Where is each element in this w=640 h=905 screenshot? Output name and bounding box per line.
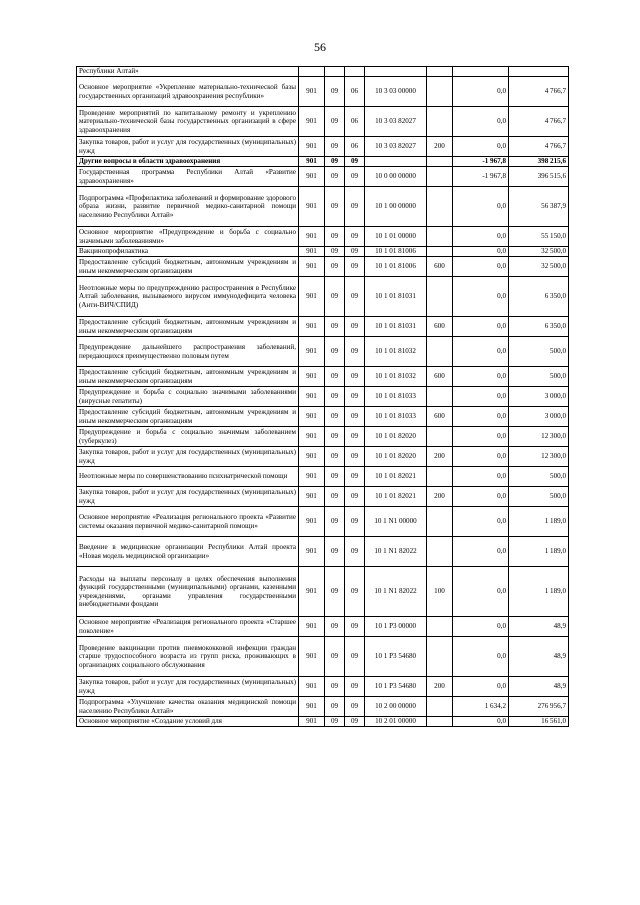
row-name-cell: Основное мероприятие «Предупреждение и борьба с социально значимыми заболеваниями» bbox=[77, 227, 299, 247]
target-article-cell: 10 1 01 81031 bbox=[365, 317, 427, 337]
total-amount-cell: 500,0 bbox=[509, 337, 569, 367]
subsection-code-cell: 09 bbox=[345, 567, 365, 617]
ministry-code-cell: 901 bbox=[299, 637, 325, 677]
change-amount-cell: 0,0 bbox=[453, 277, 509, 317]
total-amount-cell: 16 561,0 bbox=[509, 717, 569, 727]
change-amount-cell: 0,0 bbox=[453, 637, 509, 677]
expense-type-cell: 200 bbox=[427, 447, 453, 467]
target-article-cell: 10 3 03 82027 bbox=[365, 137, 427, 157]
target-article-cell: 10 1 01 82020 bbox=[365, 427, 427, 447]
expense-type-cell bbox=[427, 107, 453, 137]
change-amount-cell: 0,0 bbox=[453, 337, 509, 367]
total-amount-cell: 12 300,0 bbox=[509, 447, 569, 467]
ministry-code-cell: 901 bbox=[299, 487, 325, 507]
target-article-cell: 10 1 01 81032 bbox=[365, 337, 427, 367]
target-article-cell: 10 1 N1 00000 bbox=[365, 507, 427, 537]
target-article-cell bbox=[365, 157, 427, 167]
subsection-code-cell: 09 bbox=[345, 257, 365, 277]
subsection-code-cell: 09 bbox=[345, 487, 365, 507]
table-row bbox=[77, 337, 569, 367]
section-code-cell: 09 bbox=[325, 487, 345, 507]
row-name-cell: Неотложные меры по предупреждению распространения в Республике Алтай заболевания, вызываемого вирусом иммунодефицита человека (Анти-ВИЧ/СПИД) bbox=[77, 277, 299, 317]
expense-type-cell bbox=[427, 187, 453, 227]
subsection-code-cell: 09 bbox=[345, 277, 365, 317]
change-amount-cell: 0,0 bbox=[453, 407, 509, 427]
table-row bbox=[77, 77, 569, 107]
total-amount-cell bbox=[509, 67, 569, 77]
ministry-code-cell: 901 bbox=[299, 157, 325, 167]
expense-type-cell: 200 bbox=[427, 487, 453, 507]
row-name-cell: Основное мероприятие «Укрепление материально-технической базы государственных организаций здравоохранения республики» bbox=[77, 77, 299, 107]
table-row bbox=[77, 507, 569, 537]
change-amount-cell: 0,0 bbox=[453, 367, 509, 387]
expense-type-cell bbox=[427, 77, 453, 107]
table-row bbox=[77, 637, 569, 677]
table-row bbox=[77, 317, 569, 337]
section-code-cell: 09 bbox=[325, 677, 345, 697]
row-name-cell: Предупреждение и борьба с социально значимым заболеванием (туберкулез) bbox=[77, 427, 299, 447]
target-article-cell: 10 2 00 00000 bbox=[365, 697, 427, 717]
total-amount-cell: 48,9 bbox=[509, 677, 569, 697]
expense-type-cell: 600 bbox=[427, 407, 453, 427]
target-article-cell: 10 1 01 81006 bbox=[365, 247, 427, 257]
change-amount-cell: 0,0 bbox=[453, 317, 509, 337]
table-row bbox=[77, 677, 569, 697]
total-amount-cell: 6 350,0 bbox=[509, 317, 569, 337]
table-row bbox=[77, 157, 569, 167]
table-row bbox=[77, 537, 569, 567]
expense-type-cell: 200 bbox=[427, 137, 453, 157]
subsection-code-cell: 09 bbox=[345, 317, 365, 337]
expense-type-cell bbox=[427, 227, 453, 247]
target-article-cell: 10 1 01 81031 bbox=[365, 277, 427, 317]
row-name-cell: Республики Алтай» bbox=[77, 67, 299, 77]
table-row bbox=[77, 277, 569, 317]
row-name-cell: Проведение мероприятий по капитальному ремонту и укреплению материально-технической базы государственных организаций в сфере здравоохранения bbox=[77, 107, 299, 137]
section-code-cell: 09 bbox=[325, 467, 345, 487]
change-amount-cell: 0,0 bbox=[453, 617, 509, 637]
ministry-code-cell: 901 bbox=[299, 537, 325, 567]
section-code-cell: 09 bbox=[325, 277, 345, 317]
row-name-cell: Предоставление субсидий бюджетным, автономным учреждениям и иным некоммерческим организациям bbox=[77, 367, 299, 387]
change-amount-cell: 0,0 bbox=[453, 387, 509, 407]
target-article-cell: 10 1 P3 54680 bbox=[365, 677, 427, 697]
total-amount-cell: 396 515,6 bbox=[509, 167, 569, 187]
target-article-cell: 10 1 01 81033 bbox=[365, 387, 427, 407]
subsection-code-cell: 09 bbox=[345, 367, 365, 387]
table-row bbox=[77, 387, 569, 407]
table-row bbox=[77, 247, 569, 257]
expense-type-cell bbox=[427, 507, 453, 537]
table-row bbox=[77, 167, 569, 187]
table-row bbox=[77, 227, 569, 247]
total-amount-cell: 6 350,0 bbox=[509, 277, 569, 317]
ministry-code-cell: 901 bbox=[299, 137, 325, 157]
expense-type-cell bbox=[427, 247, 453, 257]
subsection-code-cell: 09 bbox=[345, 337, 365, 367]
section-code-cell: 09 bbox=[325, 257, 345, 277]
expense-type-cell bbox=[427, 67, 453, 77]
expense-type-cell: 200 bbox=[427, 677, 453, 697]
change-amount-cell: 0,0 bbox=[453, 717, 509, 727]
total-amount-cell: 48,9 bbox=[509, 637, 569, 677]
total-amount-cell: 500,0 bbox=[509, 467, 569, 487]
total-amount-cell: 55 150,0 bbox=[509, 227, 569, 247]
table-row bbox=[77, 467, 569, 487]
subsection-code-cell: 09 bbox=[345, 697, 365, 717]
row-name-cell: Предоставление субсидий бюджетным, автономным учреждениям и иным некоммерческим организациям bbox=[77, 317, 299, 337]
ministry-code-cell: 901 bbox=[299, 107, 325, 137]
change-amount-cell: 1 634,2 bbox=[453, 697, 509, 717]
expense-type-cell bbox=[427, 337, 453, 367]
ministry-code-cell: 901 bbox=[299, 367, 325, 387]
section-code-cell: 09 bbox=[325, 537, 345, 567]
page-number: 56 bbox=[314, 40, 326, 54]
subsection-code-cell: 09 bbox=[345, 677, 365, 697]
expense-type-cell: 600 bbox=[427, 367, 453, 387]
section-code-cell: 09 bbox=[325, 697, 345, 717]
target-article-cell: 10 1 00 00000 bbox=[365, 187, 427, 227]
total-amount-cell: 12 300,0 bbox=[509, 427, 569, 447]
total-amount-cell: 3 000,0 bbox=[509, 387, 569, 407]
subsection-code-cell bbox=[345, 67, 365, 77]
row-name-cell: Введение в медицинские организации Республики Алтай проекта «Новая модель медицинской организации» bbox=[77, 537, 299, 567]
ministry-code-cell: 901 bbox=[299, 717, 325, 727]
expense-type-cell bbox=[427, 537, 453, 567]
row-name-cell: Подпрограмма «Профилактика заболеваний и формирование здорового образа жизни, развитие первичной медико-санитарной помощи населению Республики Алтай» bbox=[77, 187, 299, 227]
section-code-cell: 09 bbox=[325, 167, 345, 187]
table-row bbox=[77, 447, 569, 467]
row-name-cell: Подпрограмма «Улучшение качества оказания медицинской помощи населению Республики Алтай» bbox=[77, 697, 299, 717]
change-amount-cell: 0,0 bbox=[453, 467, 509, 487]
ministry-code-cell: 901 bbox=[299, 317, 325, 337]
ministry-code-cell: 901 bbox=[299, 167, 325, 187]
ministry-code-cell: 901 bbox=[299, 187, 325, 227]
change-amount-cell: 0,0 bbox=[453, 537, 509, 567]
expense-type-cell: 100 bbox=[427, 567, 453, 617]
expense-type-cell bbox=[427, 387, 453, 407]
total-amount-cell: 1 189,0 bbox=[509, 507, 569, 537]
table-row bbox=[77, 427, 569, 447]
subsection-code-cell: 09 bbox=[345, 187, 365, 227]
target-article-cell: 10 2 01 00000 bbox=[365, 717, 427, 727]
change-amount-cell: 0,0 bbox=[453, 107, 509, 137]
change-amount-cell: 0,0 bbox=[453, 187, 509, 227]
row-name-cell: Проведение вакцинации против пневмококковой инфекции граждан старше трудоспособного возраста из групп риска, проживающих в организациях социального обслуживания bbox=[77, 637, 299, 677]
expense-type-cell bbox=[427, 467, 453, 487]
ministry-code-cell: 901 bbox=[299, 697, 325, 717]
target-article-cell: 10 3 03 82027 bbox=[365, 107, 427, 137]
row-name-cell: Закупка товаров, работ и услуг для государственных (муниципальных) нужд bbox=[77, 487, 299, 507]
change-amount-cell: 0,0 bbox=[453, 77, 509, 107]
target-article-cell: 10 1 01 81033 bbox=[365, 407, 427, 427]
total-amount-cell: 398 215,6 bbox=[509, 157, 569, 167]
row-name-cell: Предоставление субсидий бюджетным, автономным учреждениям и иным некоммерческим организациям bbox=[77, 407, 299, 427]
table-row bbox=[77, 697, 569, 717]
ministry-code-cell: 901 bbox=[299, 277, 325, 317]
expense-type-cell: 600 bbox=[427, 317, 453, 337]
total-amount-cell: 1 189,0 bbox=[509, 537, 569, 567]
subsection-code-cell: 09 bbox=[345, 427, 365, 447]
expense-type-cell: 600 bbox=[427, 257, 453, 277]
target-article-cell: 10 1 01 00000 bbox=[365, 227, 427, 247]
expense-type-cell bbox=[427, 717, 453, 727]
subsection-code-cell: 06 bbox=[345, 107, 365, 137]
section-code-cell: 09 bbox=[325, 247, 345, 257]
section-code-cell: 09 bbox=[325, 637, 345, 677]
subsection-code-cell: 09 bbox=[345, 157, 365, 167]
row-name-cell: Предоставление субсидий бюджетным, автономным учреждениям и иным некоммерческим организациям bbox=[77, 257, 299, 277]
table-row bbox=[77, 107, 569, 137]
row-name-cell: Предупреждение и борьба с социально значимыми заболеваниями (вирусные гепатиты) bbox=[77, 387, 299, 407]
total-amount-cell: 48,9 bbox=[509, 617, 569, 637]
target-article-cell: 10 1 01 82021 bbox=[365, 467, 427, 487]
table-row bbox=[77, 717, 569, 727]
change-amount-cell: -1 967,8 bbox=[453, 167, 509, 187]
section-code-cell: 09 bbox=[325, 187, 345, 227]
row-name-cell: Предупреждение дальнейшего распространения заболеваний, передающихся преимущественно половым путем bbox=[77, 337, 299, 367]
subsection-code-cell: 09 bbox=[345, 407, 365, 427]
ministry-code-cell: 901 bbox=[299, 447, 325, 467]
ministry-code-cell: 901 bbox=[299, 567, 325, 617]
target-article-cell: 10 1 P3 00000 bbox=[365, 617, 427, 637]
row-name-cell: Основное мероприятие «Реализация регионального проекта «Старшее поколение» bbox=[77, 617, 299, 637]
subsection-code-cell: 09 bbox=[345, 467, 365, 487]
row-name-cell: Закупка товаров, работ и услуг для государственных (муниципальных) нужд bbox=[77, 677, 299, 697]
total-amount-cell: 32 500,0 bbox=[509, 247, 569, 257]
target-article-cell: 10 1 P3 54680 bbox=[365, 637, 427, 677]
expense-type-cell bbox=[427, 637, 453, 677]
subsection-code-cell: 09 bbox=[345, 717, 365, 727]
total-amount-cell: 56 387,9 bbox=[509, 187, 569, 227]
total-amount-cell: 32 500,0 bbox=[509, 257, 569, 277]
table-row bbox=[77, 67, 569, 77]
section-code-cell: 09 bbox=[325, 617, 345, 637]
subsection-code-cell: 09 bbox=[345, 617, 365, 637]
target-article-cell: 10 0 00 00000 bbox=[365, 167, 427, 187]
section-code-cell: 09 bbox=[325, 137, 345, 157]
change-amount-cell bbox=[453, 67, 509, 77]
subsection-code-cell: 09 bbox=[345, 167, 365, 187]
target-article-cell: 10 1 N1 82022 bbox=[365, 537, 427, 567]
subsection-code-cell: 09 bbox=[345, 247, 365, 257]
section-code-cell: 09 bbox=[325, 317, 345, 337]
change-amount-cell: -1 967,8 bbox=[453, 157, 509, 167]
ministry-code-cell bbox=[299, 67, 325, 77]
table-row bbox=[77, 257, 569, 277]
section-code-cell: 09 bbox=[325, 507, 345, 537]
change-amount-cell: 0,0 bbox=[453, 137, 509, 157]
ministry-code-cell: 901 bbox=[299, 227, 325, 247]
ministry-code-cell: 901 bbox=[299, 337, 325, 367]
row-name-cell: Государственная программа Республики Алтай «Развитие здравоохранения» bbox=[77, 167, 299, 187]
target-article-cell: 10 3 03 00000 bbox=[365, 77, 427, 107]
subsection-code-cell: 09 bbox=[345, 447, 365, 467]
section-code-cell: 09 bbox=[325, 387, 345, 407]
row-name-cell: Вакцинопрофилактика bbox=[77, 247, 299, 257]
table-row bbox=[77, 617, 569, 637]
ministry-code-cell: 901 bbox=[299, 247, 325, 257]
row-name-cell: Неотложные меры по совершенствованию психиатрической помощи bbox=[77, 467, 299, 487]
section-code-cell: 09 bbox=[325, 717, 345, 727]
target-article-cell: 10 1 01 82021 bbox=[365, 487, 427, 507]
change-amount-cell: 0,0 bbox=[453, 447, 509, 467]
table-row bbox=[77, 137, 569, 157]
subsection-code-cell: 06 bbox=[345, 137, 365, 157]
section-code-cell: 09 bbox=[325, 427, 345, 447]
expense-type-cell bbox=[427, 697, 453, 717]
change-amount-cell: 0,0 bbox=[453, 257, 509, 277]
change-amount-cell: 0,0 bbox=[453, 677, 509, 697]
ministry-code-cell: 901 bbox=[299, 257, 325, 277]
target-article-cell: 10 1 01 81006 bbox=[365, 257, 427, 277]
total-amount-cell: 500,0 bbox=[509, 367, 569, 387]
section-code-cell: 09 bbox=[325, 447, 345, 467]
change-amount-cell: 0,0 bbox=[453, 567, 509, 617]
ministry-code-cell: 901 bbox=[299, 387, 325, 407]
section-code-cell: 09 bbox=[325, 567, 345, 617]
ministry-code-cell: 901 bbox=[299, 407, 325, 427]
subsection-code-cell: 09 bbox=[345, 507, 365, 537]
row-name-cell: Основное мероприятие «Создание условий для bbox=[77, 717, 299, 727]
total-amount-cell: 500,0 bbox=[509, 487, 569, 507]
total-amount-cell: 3 000,0 bbox=[509, 407, 569, 427]
section-code-cell: 09 bbox=[325, 77, 345, 107]
section-code-cell: 09 bbox=[325, 107, 345, 137]
row-name-cell: Основное мероприятие «Реализация регионального проекта «Развитие системы оказания первичной медико-санитарной помощи» bbox=[77, 507, 299, 537]
change-amount-cell: 0,0 bbox=[453, 427, 509, 447]
section-code-cell: 09 bbox=[325, 407, 345, 427]
section-code-cell: 09 bbox=[325, 227, 345, 247]
ministry-code-cell: 901 bbox=[299, 507, 325, 537]
table-row bbox=[77, 487, 569, 507]
ministry-code-cell: 901 bbox=[299, 427, 325, 447]
budget-table bbox=[76, 66, 569, 727]
expense-type-cell bbox=[427, 277, 453, 317]
ministry-code-cell: 901 bbox=[299, 77, 325, 107]
total-amount-cell: 4 766,7 bbox=[509, 77, 569, 107]
table-row bbox=[77, 567, 569, 617]
expense-type-cell bbox=[427, 157, 453, 167]
expense-type-cell bbox=[427, 167, 453, 187]
total-amount-cell: 4 766,7 bbox=[509, 107, 569, 137]
subsection-code-cell: 09 bbox=[345, 227, 365, 247]
section-code-cell: 09 bbox=[325, 337, 345, 367]
change-amount-cell: 0,0 bbox=[453, 487, 509, 507]
change-amount-cell: 0,0 bbox=[453, 507, 509, 537]
target-article-cell: 10 1 N1 82022 bbox=[365, 567, 427, 617]
target-article-cell: 10 1 01 81032 bbox=[365, 367, 427, 387]
change-amount-cell: 0,0 bbox=[453, 227, 509, 247]
subsection-code-cell: 06 bbox=[345, 77, 365, 107]
expense-type-cell bbox=[427, 427, 453, 447]
target-article-cell bbox=[365, 67, 427, 77]
section-code-cell bbox=[325, 67, 345, 77]
section-code-cell: 09 bbox=[325, 157, 345, 167]
table-row bbox=[77, 187, 569, 227]
table-row bbox=[77, 407, 569, 427]
total-amount-cell: 4 766,7 bbox=[509, 137, 569, 157]
total-amount-cell: 1 189,0 bbox=[509, 567, 569, 617]
subsection-code-cell: 09 bbox=[345, 537, 365, 567]
row-name-cell: Другие вопросы в области здравоохранения bbox=[77, 157, 299, 167]
ministry-code-cell: 901 bbox=[299, 467, 325, 487]
row-name-cell: Закупка товаров, работ и услуг для государственных (муниципальных) нужд bbox=[77, 137, 299, 157]
target-article-cell: 10 1 01 82020 bbox=[365, 447, 427, 467]
subsection-code-cell: 09 bbox=[345, 387, 365, 407]
section-code-cell: 09 bbox=[325, 367, 345, 387]
total-amount-cell: 276 956,7 bbox=[509, 697, 569, 717]
table-row bbox=[77, 367, 569, 387]
ministry-code-cell: 901 bbox=[299, 617, 325, 637]
change-amount-cell: 0,0 bbox=[453, 247, 509, 257]
ministry-code-cell: 901 bbox=[299, 677, 325, 697]
row-name-cell: Расходы на выплаты персоналу в целях обеспечения выполнения функций государственными (муниципальными) органами, казенными учреждениями, органами управления государственными внебюджетными фондами bbox=[77, 567, 299, 617]
row-name-cell: Закупка товаров, работ и услуг для государственных (муниципальных) нужд bbox=[77, 447, 299, 467]
subsection-code-cell: 09 bbox=[345, 637, 365, 677]
expense-type-cell bbox=[427, 617, 453, 637]
